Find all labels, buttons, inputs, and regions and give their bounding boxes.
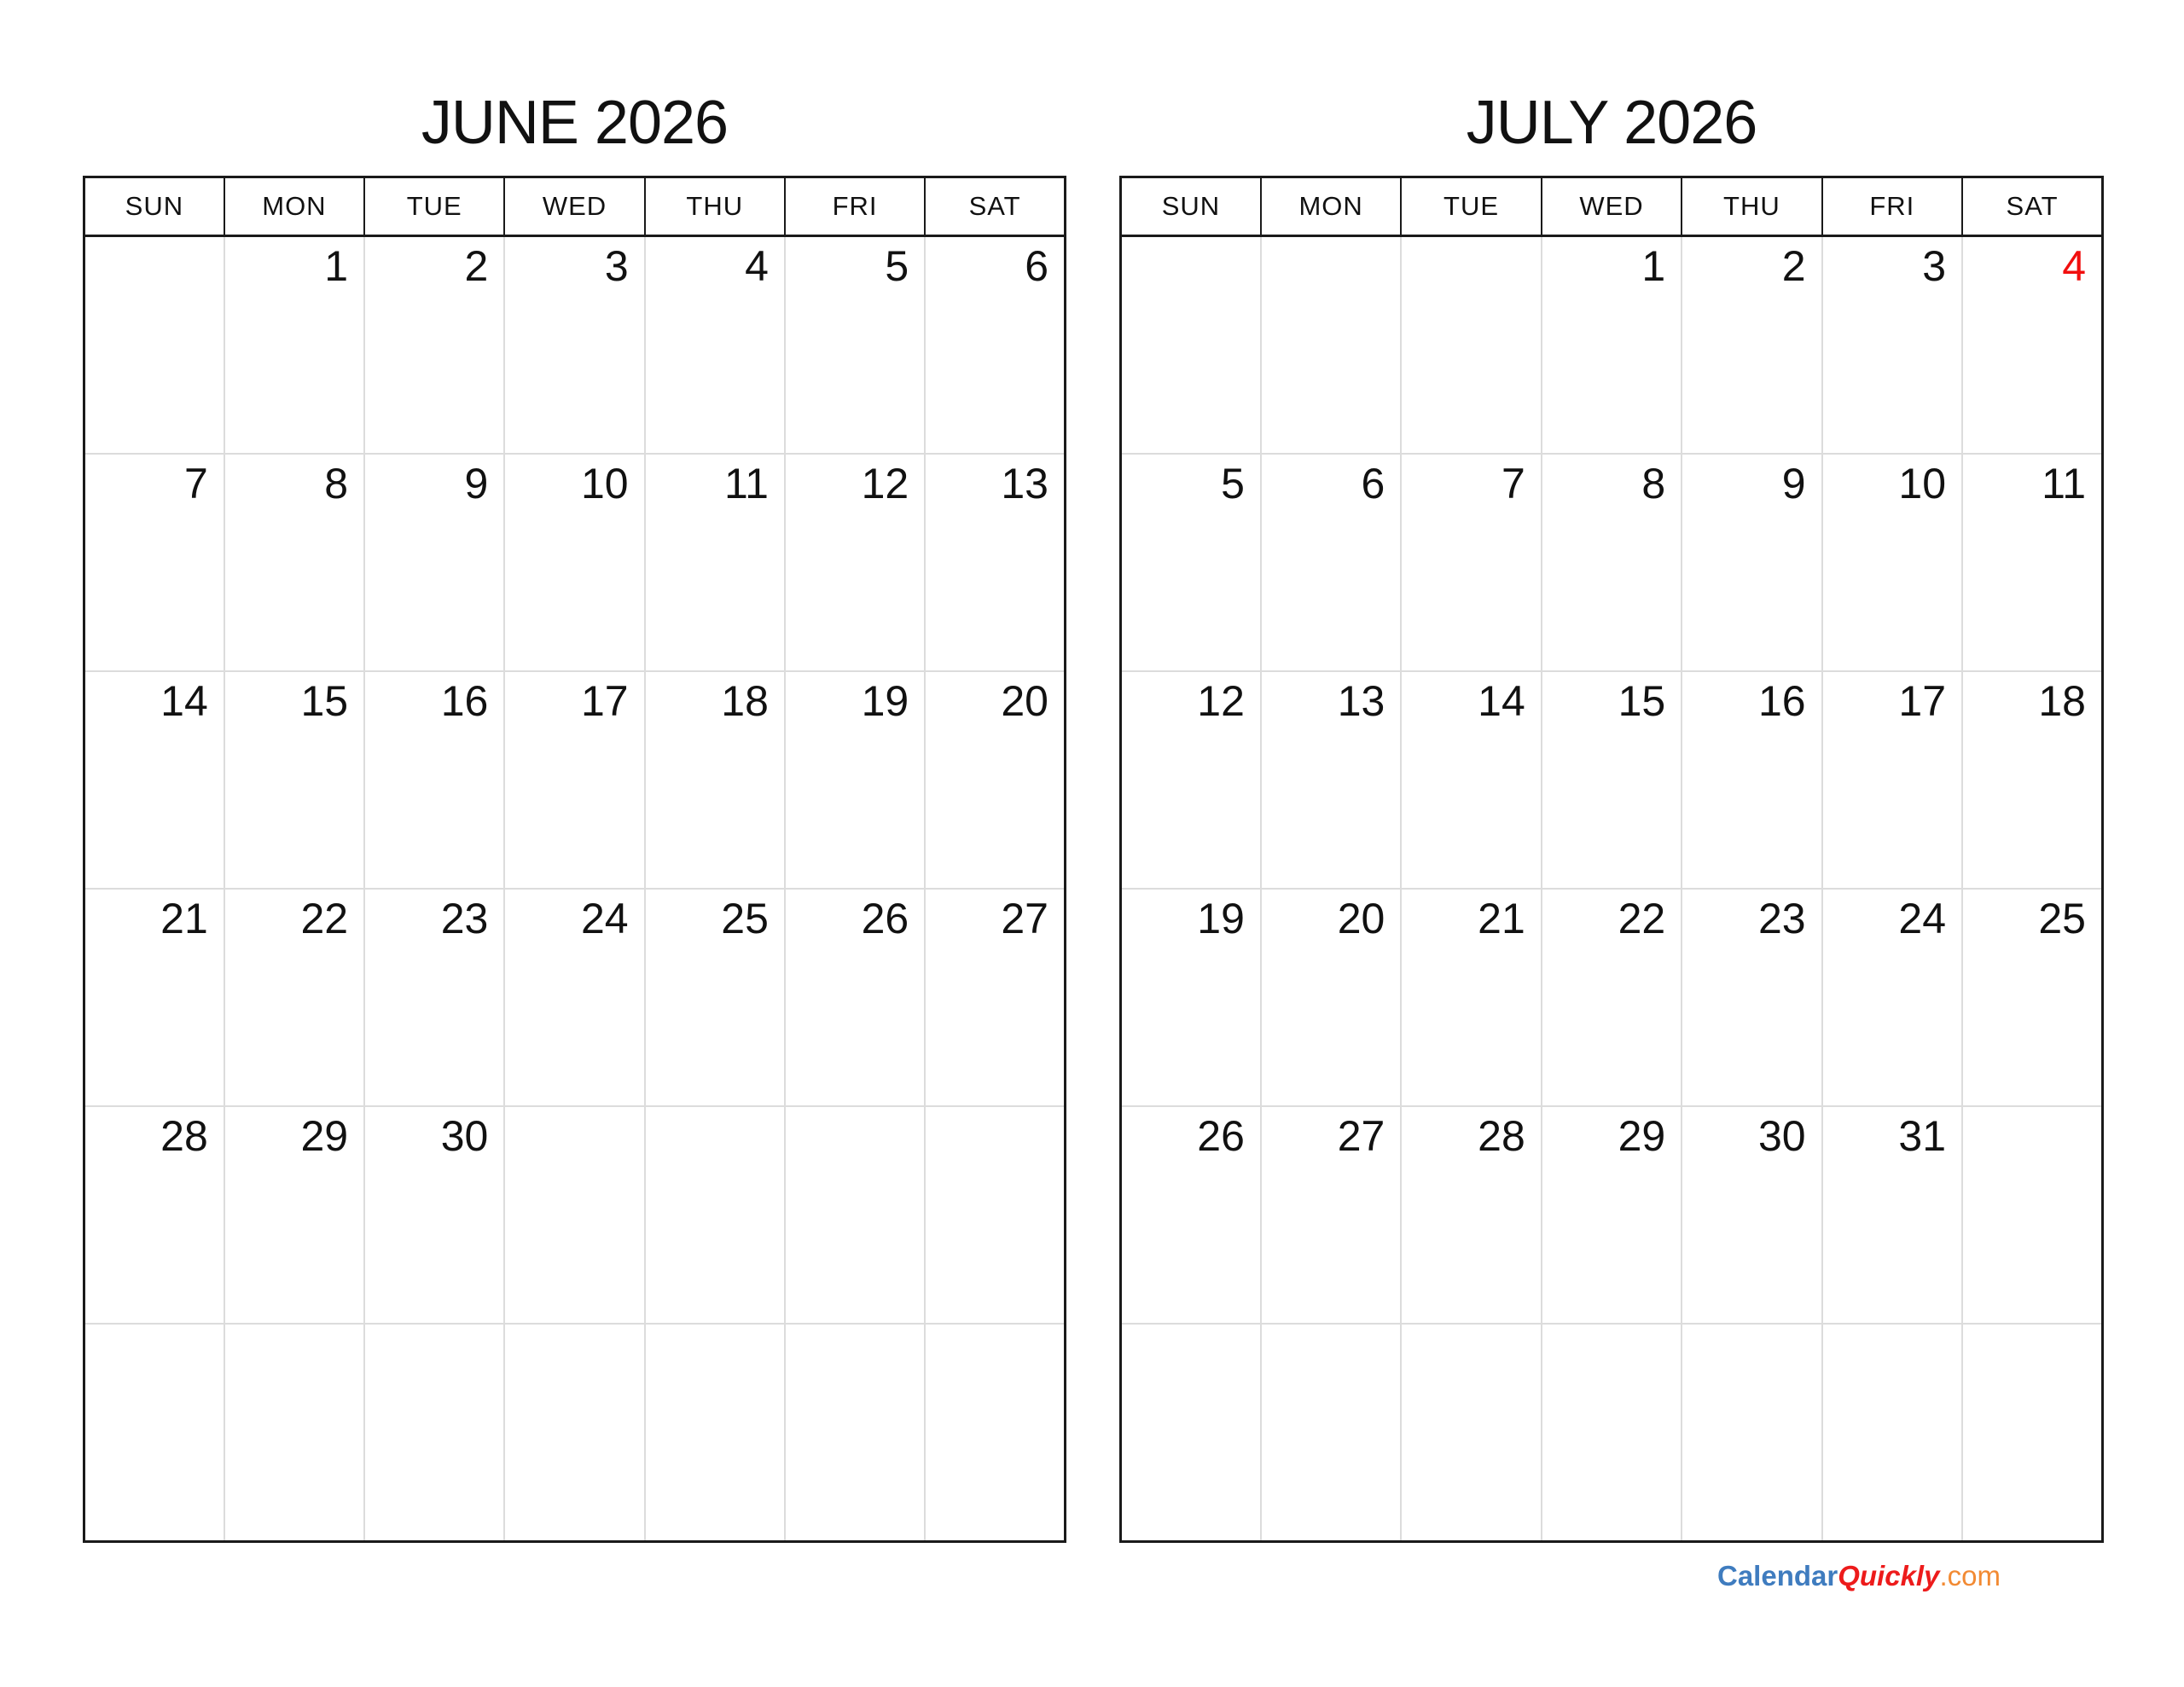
day-cell: 17 (1822, 671, 1962, 889)
day-cell: 23 (1682, 889, 1821, 1106)
day-cell: 13 (1261, 671, 1401, 889)
empty-day-cell (1401, 236, 1541, 455)
day-header-thu: THU (645, 177, 785, 236)
week-row (1121, 236, 2103, 455)
week-row (84, 1106, 1066, 1324)
week-row (84, 1324, 1066, 1542)
day-cell: 20 (1261, 889, 1401, 1106)
month-title-july: JULY 2026 (1466, 89, 1757, 157)
empty-day-cell (504, 1106, 644, 1324)
day-cell: 29 (1542, 1106, 1682, 1324)
empty-day-cell (925, 1106, 1065, 1324)
day-cell: 9 (364, 454, 504, 671)
day-cell: 7 (84, 454, 224, 671)
day-cell: 25 (1962, 889, 2102, 1106)
calendar-header-july (1121, 177, 2103, 236)
day-cell: 2 (364, 236, 504, 455)
holiday-day-cell: 4 (1962, 236, 2102, 455)
logo-part-calendar: Calendar (1717, 1560, 1838, 1591)
day-header-mon: MON (224, 177, 364, 236)
day-cell: 28 (84, 1106, 224, 1324)
month-title-june: JUNE 2026 (421, 89, 729, 157)
empty-day-cell (1542, 1324, 1682, 1542)
day-cell: 3 (1822, 236, 1962, 455)
month-july (1119, 0, 2104, 1687)
day-cell: 19 (1121, 889, 1261, 1106)
day-cell: 25 (645, 889, 785, 1106)
empty-day-cell (504, 1324, 644, 1542)
empty-day-cell (1682, 1324, 1821, 1542)
day-cell: 11 (645, 454, 785, 671)
empty-day-cell (224, 1324, 364, 1542)
day-cell: 2 (1682, 236, 1821, 455)
day-cell: 1 (224, 236, 364, 455)
day-cell: 18 (645, 671, 785, 889)
day-cell: 6 (925, 236, 1065, 455)
day-cell: 27 (1261, 1106, 1401, 1324)
day-header-fri: FRI (1822, 177, 1962, 236)
day-header-row (84, 177, 1066, 236)
week-row (84, 671, 1066, 889)
day-cell: 14 (84, 671, 224, 889)
day-cell: 18 (1962, 671, 2102, 889)
empty-day-cell (645, 1324, 785, 1542)
site-logo-link[interactable] (1717, 1561, 2001, 1591)
empty-day-cell (1401, 1324, 1541, 1542)
calendar-body-july (1121, 236, 2103, 1542)
day-cell: 9 (1682, 454, 1821, 671)
day-header-sat: SAT (925, 177, 1065, 236)
logo-part-quickly: Quickly (1838, 1560, 1940, 1591)
day-cell: 10 (504, 454, 644, 671)
day-cell: 22 (1542, 889, 1682, 1106)
day-cell: 27 (925, 889, 1065, 1106)
day-cell: 6 (1261, 454, 1401, 671)
day-cell: 15 (1542, 671, 1682, 889)
week-row (1121, 671, 2103, 889)
day-header-mon: MON (1261, 177, 1401, 236)
logo-part-com: .com (1939, 1560, 2001, 1591)
week-row (84, 454, 1066, 671)
day-cell: 26 (785, 889, 925, 1106)
day-cell: 24 (1822, 889, 1962, 1106)
day-cell: 16 (1682, 671, 1821, 889)
empty-day-cell (84, 236, 224, 455)
day-cell: 28 (1401, 1106, 1541, 1324)
empty-day-cell (1261, 1324, 1401, 1542)
empty-day-cell (1962, 1324, 2102, 1542)
week-row (1121, 1106, 2103, 1324)
week-row (84, 236, 1066, 455)
day-cell: 7 (1401, 454, 1541, 671)
day-cell: 17 (504, 671, 644, 889)
calendar-body-june (84, 236, 1066, 1542)
week-row (84, 889, 1066, 1106)
empty-day-cell (1121, 1324, 1261, 1542)
empty-day-cell (1822, 1324, 1962, 1542)
empty-day-cell (1962, 1106, 2102, 1324)
day-header-row (1121, 177, 2103, 236)
day-cell: 21 (84, 889, 224, 1106)
day-cell: 30 (364, 1106, 504, 1324)
day-cell: 8 (1542, 454, 1682, 671)
day-cell: 19 (785, 671, 925, 889)
day-header-sat: SAT (1962, 177, 2102, 236)
day-cell: 5 (785, 236, 925, 455)
day-cell: 12 (785, 454, 925, 671)
day-cell: 30 (1682, 1106, 1821, 1324)
day-header-tue: TUE (364, 177, 504, 236)
day-cell: 29 (224, 1106, 364, 1324)
day-cell: 26 (1121, 1106, 1261, 1324)
day-cell: 12 (1121, 671, 1261, 889)
day-header-wed: WED (504, 177, 644, 236)
calendar-table-june (83, 176, 1066, 1543)
empty-day-cell (785, 1106, 925, 1324)
day-header-sun: SUN (84, 177, 224, 236)
day-cell: 15 (224, 671, 364, 889)
week-row (1121, 1324, 2103, 1542)
calendar-table-july (1119, 176, 2104, 1543)
day-cell: 20 (925, 671, 1065, 889)
day-cell: 21 (1401, 889, 1541, 1106)
day-cell: 14 (1401, 671, 1541, 889)
day-cell: 22 (224, 889, 364, 1106)
day-header-fri: FRI (785, 177, 925, 236)
week-row (1121, 454, 2103, 671)
empty-day-cell (785, 1324, 925, 1542)
day-cell: 13 (925, 454, 1065, 671)
empty-day-cell (84, 1324, 224, 1542)
day-cell: 4 (645, 236, 785, 455)
day-header-wed: WED (1542, 177, 1682, 236)
empty-day-cell (1261, 236, 1401, 455)
day-cell: 5 (1121, 454, 1261, 671)
month-june (83, 0, 1066, 1687)
day-cell: 23 (364, 889, 504, 1106)
day-cell: 8 (224, 454, 364, 671)
week-row (1121, 889, 2103, 1106)
day-cell: 1 (1542, 236, 1682, 455)
day-cell: 3 (504, 236, 644, 455)
day-cell: 11 (1962, 454, 2102, 671)
day-cell: 16 (364, 671, 504, 889)
day-header-sun: SUN (1121, 177, 1261, 236)
empty-day-cell (925, 1324, 1065, 1542)
day-header-tue: TUE (1401, 177, 1541, 236)
day-cell: 10 (1822, 454, 1962, 671)
day-cell: 24 (504, 889, 644, 1106)
empty-day-cell (1121, 236, 1261, 455)
empty-day-cell (364, 1324, 504, 1542)
empty-day-cell (645, 1106, 785, 1324)
day-cell: 31 (1822, 1106, 1962, 1324)
day-header-thu: THU (1682, 177, 1821, 236)
calendar-header-june (84, 177, 1066, 236)
